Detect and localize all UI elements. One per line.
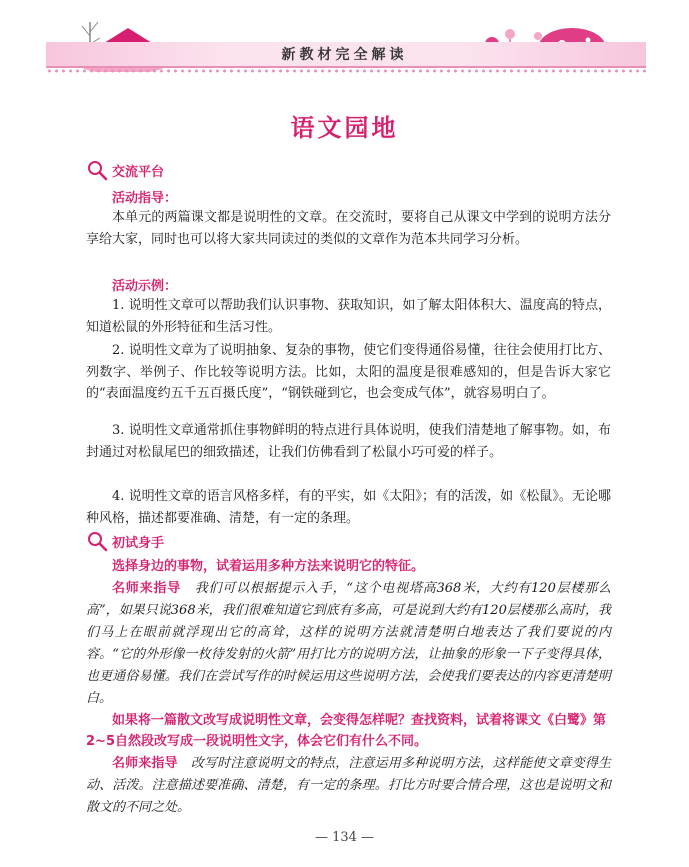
tip-2-label: 名师来指导 — [112, 756, 178, 771]
example-item-2: 2. 说明性文章为了说明抽象、复杂的事物，使它们变得通俗易懂，往往会使用打比方、列数字、举例子、作比较等说明方法。比如，太阳的温度是很难感知的，但是告诉大家它的“表面温度约五千五百摄氏度”，“钢铁碰到它，也会变成气体”，就容易明白了。 — [86, 343, 611, 401]
tip-1-label: 名师来指导 — [112, 581, 181, 596]
section-trial-label: 初试身手 — [112, 535, 165, 551]
tip-1-text: 我们可以根据提示入手，“这个电视塔高368米，大约有120层楼那么高”，如果只说368米，我们很难知道它到底有多高，可是说到大约有120层楼那么高时，我们马上在眼前就浮现出它的高耸，这样的说明方法就清楚明白地表达了我们要说的内容。“它的外形像一枚待发射的火箭”用打比方的说明方法，让抽象的形象一下子变得具体，也更通俗易懂。我们在尝试写作的时候运用这些说明方法，会使我们要表达的内容更清楚明白。 — [86, 581, 611, 706]
example-item-3: 3. 说明性文章通常抓住事物鲜明的特点进行具体说明，使我们清楚地了解事物。如，布封通过对松鼠尾巴的细致描述，让我们仿佛看到了松鼠小巧可爱的样子。 — [86, 423, 611, 460]
tip-1-paragraph — [86, 578, 611, 710]
trial-task-2: 如果将一篇散文改写成说明性文章，会变得怎样呢？查找资料，试着将课文《白鹭》第2~5自然段改写成一段说明性文字，体会它们有什么不同。 — [86, 713, 607, 749]
section-trial-heading — [86, 531, 164, 551]
activity-guide-text: 本单元的两篇课文都是说明性的文章。在交流时，要将自己从课文中学到的说明方法分享给大家，同时也可以将大家共同读过的类似的文章作为范本共同学习分析。 — [86, 210, 611, 247]
book-title: 新教材完全解读 — [281, 47, 408, 63]
tip-2-paragraph — [86, 753, 611, 819]
tip-2-text: 改写时注意说明文的特点，注意运用多种说明方法，这样能使文章变得生动、活泼。注意描述要准确、清楚，有一定的条理。打比方时要合情合理，这也是说明文和散文的不同之处。 — [86, 756, 611, 815]
magnifier-icon — [86, 530, 108, 552]
page-number: — 134 — — [314, 830, 375, 845]
magnifier-icon — [86, 159, 108, 181]
header-dotted-rule — [46, 68, 646, 74]
section-exchange-label: 交流平台 — [112, 164, 165, 180]
activity-guide-label: 活动指导： — [112, 191, 178, 206]
page-title: 语文园地 — [290, 113, 399, 142]
example-item-1: 1. 说明性文章可以帮助我们认识事物、获取知识，如了解太阳体积大、温度高的特点，知道松鼠的外形特征和生活习性。 — [86, 298, 611, 335]
page-header — [0, 0, 689, 82]
trial-task-1: 选择身边的事物，试着运用多种方法来说明它的特征。 — [112, 559, 425, 574]
section-exchange-heading — [86, 160, 164, 180]
activity-example-label: 活动示例： — [112, 279, 178, 294]
example-item-4: 4. 说明性文章的语言风格多样，有的平实，如《太阳》；有的活泼，如《松鼠》。无论哪种风格，描述都要准确、清楚，有一定的条理。 — [86, 489, 611, 526]
